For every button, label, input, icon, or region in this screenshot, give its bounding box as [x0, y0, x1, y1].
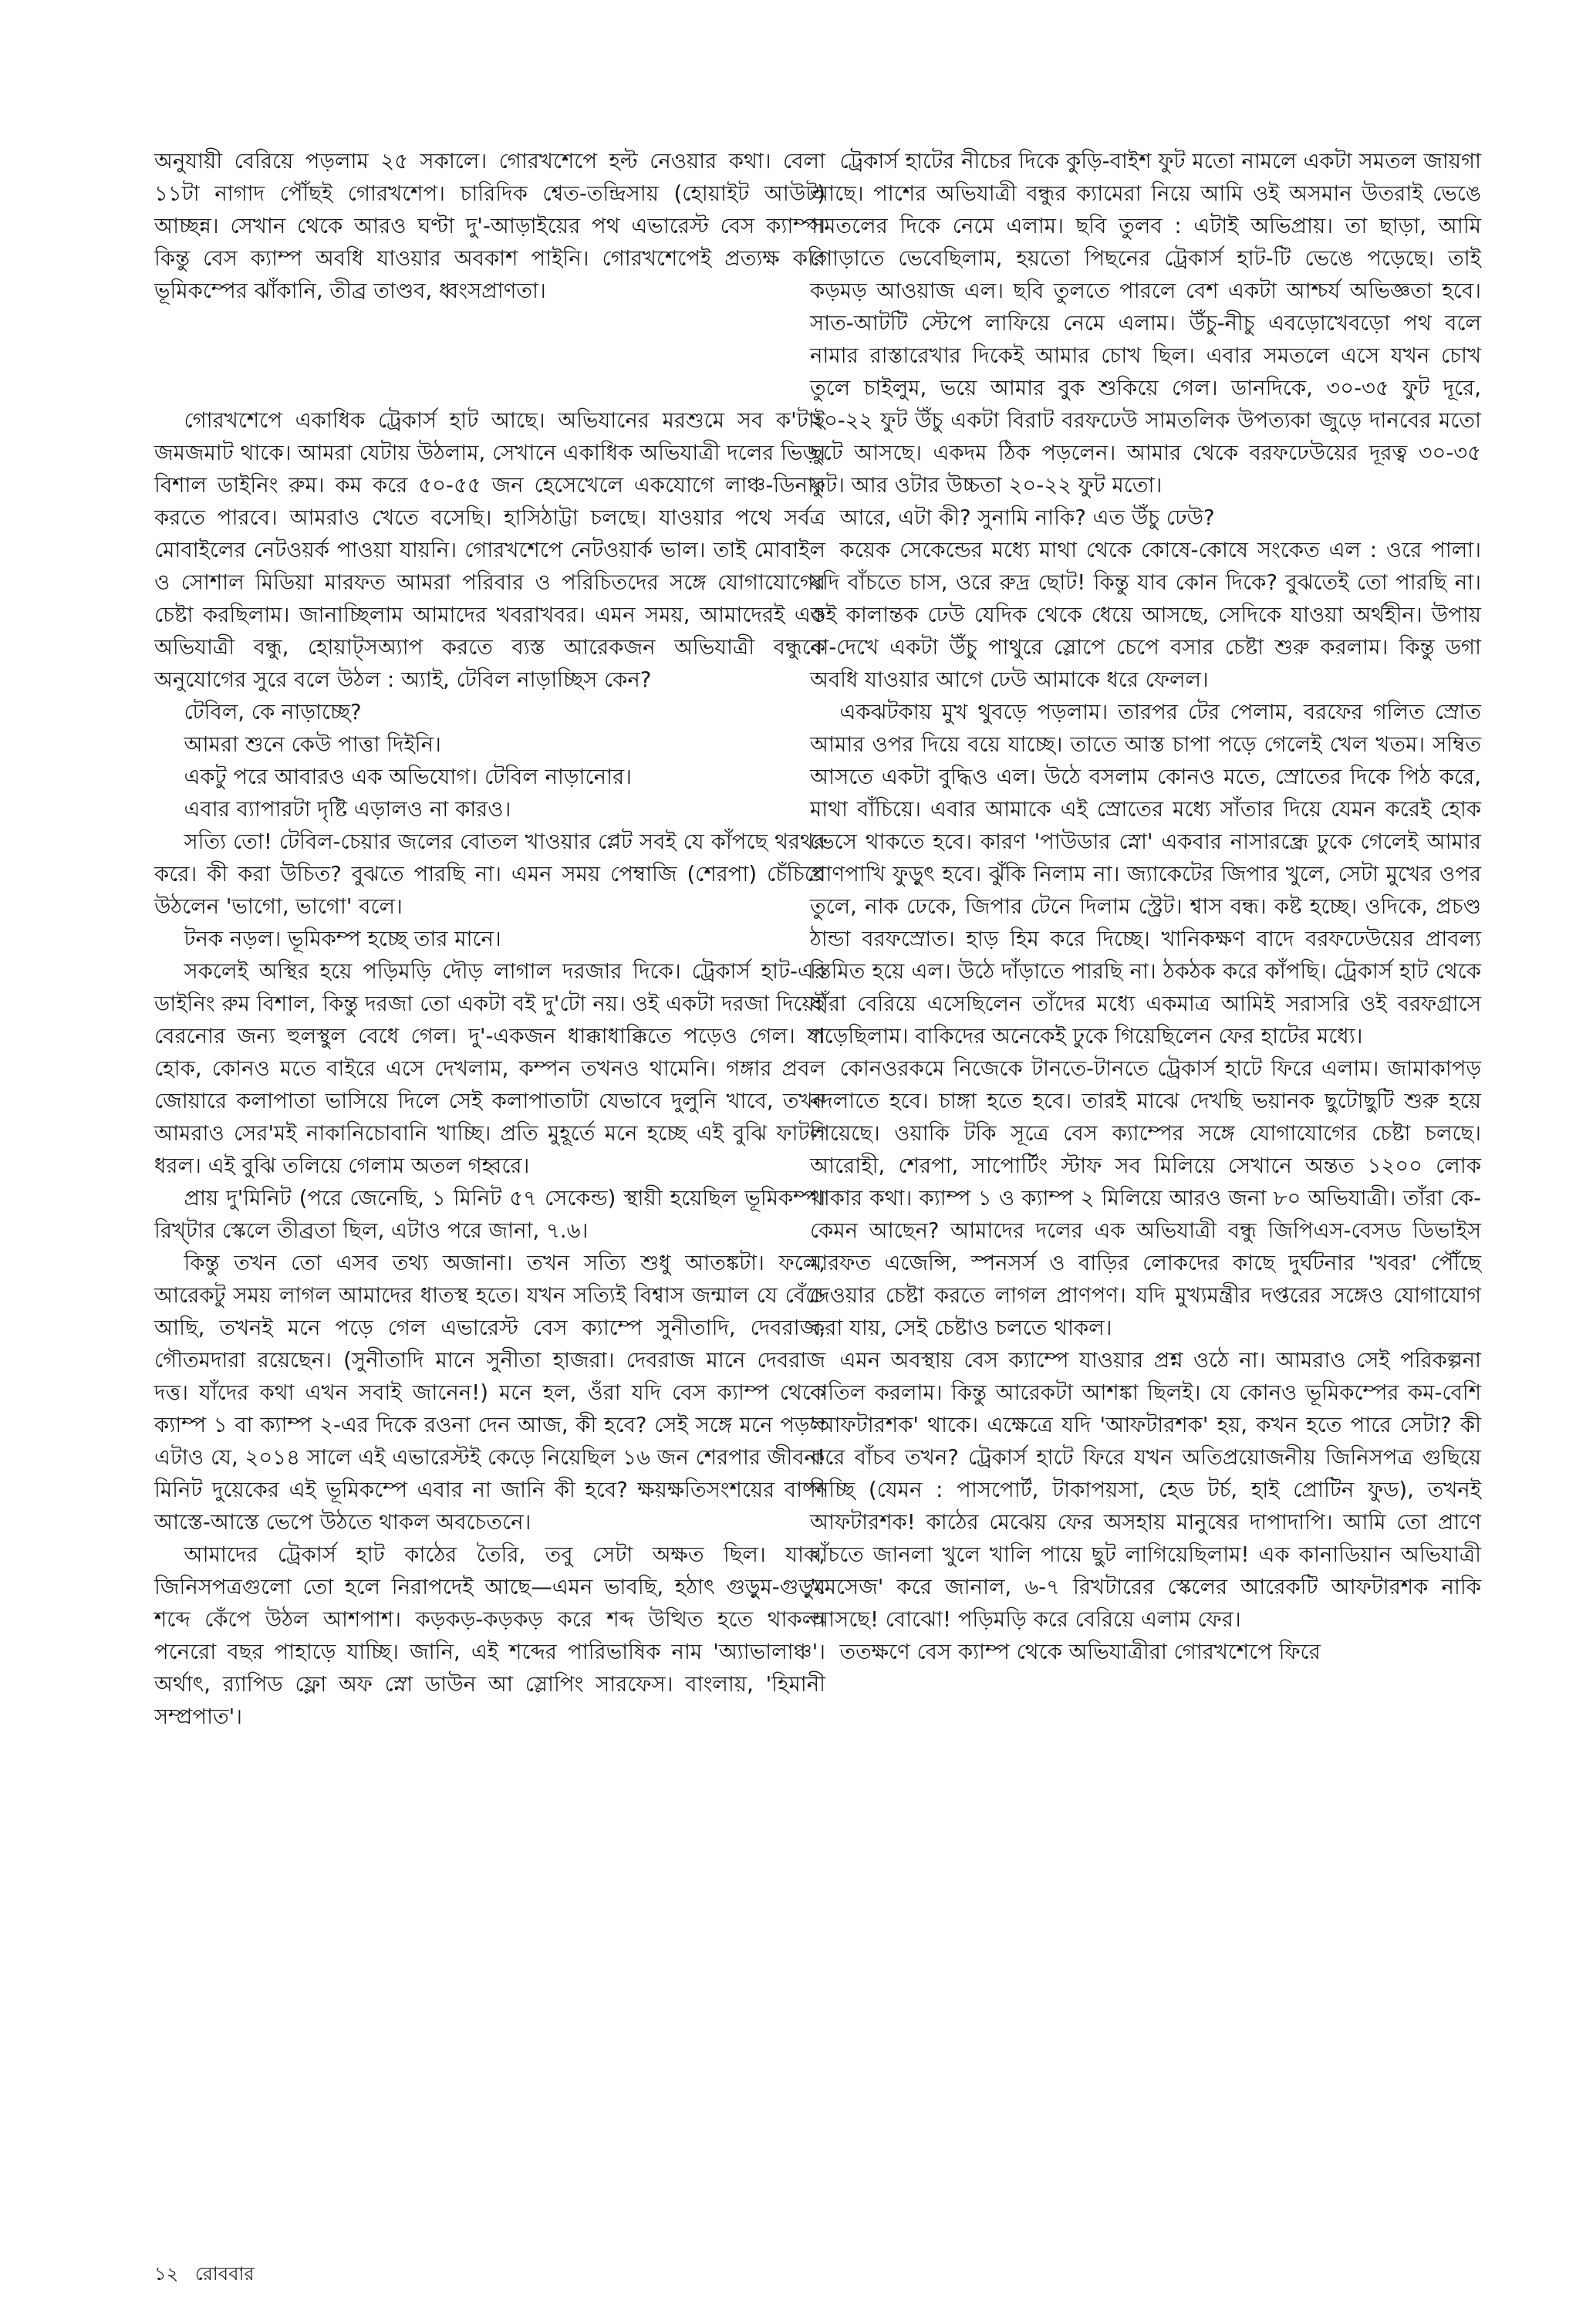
paragraph: এমন অবস্থায় বেস ক্যাম্পে যাওয়ার প্রশ্ন ওঠে না। আমরাও সেই পরিকল্পনা বাতিল করলাম। কিন্তু আরেকটা আশঙ্কা ছিলই। যে কোনও ভূমিকম্পের কম-বেশি 'আফটারশক' থাকে। এক্ষেত্রে যদি 'আফটারশক' হয়, কখন হতে পারে সেটা? কী করে বাঁচব তখন? ট্রেকার্স হাটে ফিরে যখন অতিপ্রয়োজনীয় জিনিসপত্র গুছিয়ে নিচ্ছি (যেমন : পাসপোর্ট, টাকাপয়সা, হেড টর্চ, হাই প্রোটিন ফুড), তখনই আফটারশক! কাঠের মেঝেয় ফের অসহায় মানুষের দাপাদাপি। আমি তো প্রাণে বাঁচতে জানলা খুলে খালি পায়ে ছুট লাগিয়েছিলাম! এক কানাডিয়ান অভিযাত্রী 'মেসেজ' করে জানাল, ৬-৭ রিখটারের স্কেলের আরেকটি আফটারশক নাকি আসছে! বোঝো! পড়িমড়ি করে বেরিয়ে এলাম ফের। — [810, 1348, 1481, 1632]
paragraph: আমাদের ট্রেকার্স হাট কাঠের তৈরি, তবু সেটা অক্ষত ছিল। যাক, জিনিসপত্রগুলো তো হলে নিরাপদেই আছে—এমন ভাবছি, হঠাৎ গুড়ুম-গুড়ুম শব্দে কেঁপে উঠল আশপাশ। কড়কড়-কড়কড় করে শব্দ উত্থিত হতে থাকল। পনেরো বছর পাহাড়ে যাচ্ছি। জানি, এই শব্দের পারিভাষিক নাম 'অ্যাভালাঞ্চ'। অর্থাৎ, র‍্যাপিড ফ্লো অফ স্নো ডাউন আ স্লোপিং সারফেস। বাংলায়, 'হিমানী সম্প্রপাত'। — [154, 1542, 825, 1729]
paragraph: আরে, এটা কী? সুনামি নাকি? এত উঁচু ঢেউ? — [839, 505, 1215, 530]
publication-name: রোববার — [194, 2263, 255, 2285]
paragraph: গোরখশেপে একাধিক ট্রেকার্স হাট আছে। অভিযানের মরশুমে সব ক'টাই জমজমাট থাকে। আমরা যেটায় উঠলাম, সেখানে একাধিক অভিযাত্রী দলের ভিড়। বিশাল ডাইনিং রুম। কম করে ৫০-৫৫ জন হেসেখেলে একযোগে লাঞ্চ-ডিনার করতে পারবে। আমরাও খেতে বসেছি। হাসিঠাট্টা চলছে। যাওয়ার পথে সর্বত্র মোবাইলের নেটওয়র্ক পাওয়া যায়নি। গোরখশেপে নেটওয়ার্ক ভাল। তাই মোবাইল ও সোশাল মিডিয়া মারফত আমরা পরিবার ও পরিচিতদের সঙ্গে যোগাযোগের চেষ্টা করছিলাম। জানাচ্ছিলাম আমাদের খবরাখবর। এমন সময়, আমাদেরই এক অভিযাত্রী বন্ধু, হোয়াট্‌সঅ্যাপ করতে ব্যস্ত আরেকজন অভিযাত্রী বন্ধুকে অনুযোগের সুরে বলে উঠল : অ্যাই, টেবিল নাড়াচ্ছিস কেন? — [154, 408, 825, 692]
section-gap — [154, 307, 825, 404]
paragraph: কিন্তু তখন তো এসব তথ্য অজানা। তখন সত্যি শুধু আতঙ্কটা। ফলে, আরেকটু সময় লাগল আমাদের ধাতস্থ হতে। যখন সত্যিই বিশ্বাস জন্মাল যে বেঁচে আছি, তখনই মনে পড়ে গেল এভারেস্ট বেস ক্যাম্পে সুনীতাদি, দেবরাজ, গৌতমদারা রয়েছেন। (সুনীতাদি মানে সুনীতা হাজরা। দেবরাজ মানে দেবরাজ দত্ত। যাঁদের কথা এখন সবাই জানেন!) মনে হল, ওঁরা যদি বেস ক্যাম্প থেকে ক্যাম্প ১ বা ক্যাম্প ২-এর দিকে রওনা দেন আজ, কী হবে? সেই সঙ্গে মনে পড়ল এটাও যে, ২০১৪ সালে এই এভারেস্টই কেড়ে নিয়েছিল ১৬ জন শেরপার জীবন! মিনিট দুয়েকের এই ভূমিকম্পে এবার না জানি কী হবে? ক্ষয়ক্ষতিসংশয়ের বাষ্প আস্তে-আস্তে ভেপে উঠতে থাকল অবচেতনে। — [154, 1251, 825, 1535]
paragraph: টনক নড়ল। ভূমিকম্প হচ্ছে তার মানে। — [184, 927, 501, 951]
paragraph: সকলেই অস্থির হয়ে পড়িমড়ি দৌড় লাগাল দরজার দিকে। ট্রেকার্স হাট-এর ডাইনিং রুম বিশাল, কিন্তু দরজা তো একটা বই দু'টো নয়। ওই একটা দরজা দিয়েই বেরনোর জন্য হুলস্থুল বেধে গেল। দু'-একজন ধাক্কাধাক্কিতে পড়েও গেল। যা হোক, কোনও মতে বাইরে এসে দেখলাম, কম্পন তখনও থামেনি। গঙ্গার প্রবল জোয়ারে কলাপাতা ভাসিয়ে দিলে সেই কলাপাতাটা যেভাবে দুলুনি খাবে, তখন আমরাও সের'মই নাকানিচোবানি খাচ্ছি। প্রতি মুহূর্তে মনে হচ্ছে এই বুঝি ফাটল ধরল। এই বুঝি তলিয়ে গেলাম অতল গহ্বরে। — [154, 959, 825, 1178]
left-column — [154, 145, 825, 1733]
paragraph: ট্রেকার্স হাটের নীচের দিকে কুড়ি-বাইশ ফুট মতো নামলে একটা সমতল জায়গা আছে। পাশের অভিযাত্রী বন্ধুর ক্যামেরা নিয়ে আমি ওই অসমান উতরাই ভেঙে সমতলের দিকে নেমে এলাম। ছবি তুলব : এটাই অভিপ্রায়। তা ছাড়া, আমি গোড়াতে ভেবেছিলাম, হয়তো পিছনের ট্রেকার্স হাট-টি ভেঙে পড়েছে। তাই কড়মড় আওয়াজ এল। ছবি তুলতে পারলে বেশ একটা আশ্চর্য অভিজ্ঞতা হবে। সাত-আটটি স্টেপে লাফিয়ে নেমে এলাম। উঁচু-নীচু এবড়োখেবড়ো পথ বলে নামার রাস্তারেখার দিকেই আমার চোখ ছিল। এবার সমতলে এসে যখন চোখ তুলে চাইলুম, ভয়ে আমার বুক শুকিয়ে গেল। ডানদিকে, ৩০-৩৫ ফুট দূরে, ২০-২২ ফুট উঁচু একটা বিরাট বরফঢেউ সামতলিক উপত্যকা জুড়ে দানবের মতো ছুটে আসছে। একদম ঠিক পড়লেন। আমার থেকে বরফঢেউয়ের দূরত্ব ৩০-৩৫ ফুট। আর ওটার উচ্চতা ২০-২২ ফুট মতো। — [810, 149, 1481, 498]
paragraph: কয়েক সেকেন্ডের মধ্যে মাথা থেকে কোষে-কোষে সংকেত এল : ওরে পালা। যদি বাঁচতে চাস, ওরে রুদ্র ছোট! কিন্তু যাব কোন দিকে? বুঝতেই তো পারছি না। ওই কালান্তক ঢেউ যেদিক থেকে ধেয়ে আসছে, সেদিকে যাওয়া অর্থহীন। উপায় না-দেখে একটা উঁচু পাথুরে স্লোপে চেপে বসার চেষ্টা শুরু করলাম। কিন্তু ডগা অবধি যাওয়ার আগে ঢেউ আমাকে ধরে ফেলল। — [810, 538, 1481, 692]
paragraph: সত্যি তো! টেবিল-চেয়ার জলের বোতল খাওয়ার প্লেট সবই যে কাঁপছে থরথর করে। কী করা উচিত? বুঝতে পারছি না। এমন সময় পেম্বাজি (শেরপা) চেঁচিয়ে উঠলেন 'ভাগো, ভাগো' বলে। — [154, 829, 825, 919]
paragraph: অনুযায়ী বেরিয়ে পড়লাম ২৫ সকালে। গোরখশেপে হল্ট নেওয়ার কথা। বেলা ১১টা নাগাদ পৌঁছই গোরখশেপ। চারিদিক শ্বেত-তন্দ্রিসায় (হোয়াইট আউট) আচ্ছন্ন। সেখান থেকে আরও ঘণ্টা দু'-আড়াইয়ের পথ এভারেস্ট বেস ক্যাম্প। কিন্তু বেস ক্যাম্প অবধি যাওয়ার অবকাশ পাইনি। গোরখশেপেই প্রত্যক্ষ করি ভূমিকম্পের ঝাঁকানি, তীব্র তাণ্ডব, ধ্বংসপ্রাণতা। — [154, 149, 825, 303]
page-footer — [154, 2262, 265, 2285]
paragraph: এবার ব্যাপারটা দৃষ্টি এড়ালও না কারও। — [184, 797, 511, 822]
page-number: ১২ — [154, 2263, 179, 2285]
right-column — [810, 145, 1481, 1668]
paragraph: ততক্ষণে বেস ক্যাম্প থেকে অভিযাত্রীরা গোরখশেপে ফিরে — [839, 1640, 1321, 1664]
paragraph: কোনওরকমে নিজেকে টানতে-টানতে ট্রেকার্স হাটে ফিরে এলাম। জামাকাপড় বদলাতে হবে। চাঙ্গা হতে হবে। তারই মাঝে দেখছি ভয়ানক ছুটোছুটি শুরু হয়ে গিয়েছে। ওয়াকি টকি সূত্রে বেস ক্যাম্পের সঙ্গে যোগাযোগের চেষ্টা চলছে। আরোহী, শেরপা, সাপোর্টিং স্টাফ সব মিলিয়ে সেখানে অন্তত ১২০০ লোক থাকার কথা। ক্যাম্প ১ ও ক্যাম্প ২ মিলিয়ে আরও জনা ৮০ অভিযাত্রী। তাঁরা কে-কেমন আছেন? আমাদের দলের এক অভিযাত্রী বন্ধু জিপিএস-বেসড ডিভাইস মারফত এজেন্সি, স্পনসর্স ও বাড়ির লোকদের কাছে দুর্ঘটনার 'খবর' পৌঁছে দেওয়ার চেষ্টা করতে লাগল প্রাণপণ। যদি মুখ্যমন্ত্রীর দপ্তরের সঙ্গেও যোগাযোগ করা যায়, সেই চেষ্টাও চলতে থাকল। — [810, 1056, 1481, 1340]
paragraph: টেবিল, কে নাড়াচ্ছে? — [184, 700, 362, 725]
paragraph: আমরা শুনে কেউ পাত্তা দিইনি। — [184, 732, 441, 757]
paragraph: প্রায় দু'মিনিট (পরে জেনেছি, ১ মিনিট ৫৭ সেকেন্ড) স্থায়ী হয়েছিল ভূমিকম্প। রিখ্‌টার স্কেলে তীব্রতা ছিল, এটাও পরে জানা, ৭.৬। — [154, 1186, 825, 1243]
paragraph: একটু পরে আবারও এক অভিযোগ। টেবিল নাড়ানোর। — [184, 765, 632, 789]
paragraph: একঝটকায় মুখ থুবড়ে পড়লাম। তারপর টের পেলাম, বরফের গলিত স্রোত আমার ওপর দিয়ে বয়ে যাচ্ছে। তাতে আস্ত চাপা পড়ে গেলেই খেল খতম। সম্বিত আসতে একটা বুদ্ধিও এল। উঠে বসলাম কোনও মতে, স্রোতের দিকে পিঠ করে, মাথা বাঁচিয়ে। এবার আমাকে এই স্রোতের মধ্যে সাঁতার দিয়ে যেমন করেই হোক ভেসে থাকতে হবে। কারণ 'পাউডার স্নো' একবার নাসারন্ধ্রে ঢুকে গেলেই আমার প্রাণপাখি ফুড়ুৎ হবে। ঝুঁকি নিলাম না। জ্যাকেটের জিপার খুলে, সেটা মুখের ওপর তুলে, নাক ঢেকে, জিপার টেনে দিলাম স্ট্রেট। শ্বাস বন্ধ। কষ্ট হচ্ছে। ওদিকে, প্রচণ্ড ঠান্ডা বরফস্রোত। হাড় হিম করে দিচ্ছে। খানিকক্ষণ বাদে বরফঢেউয়ের প্রাবল্য স্তিমিত হয়ে এল। উঠে দাঁড়াতে পারছি না। ঠকঠক করে কাঁপছি। ট্রেকার্স হাট থেকে যাঁরা বেরিয়ে এসেছিলেন তাঁদের মধ্যে একমাত্র আমিই সরাসরি ওই বরফগ্রাসে পড়েছিলাম। বাকিদের অনেকেই ঢুকে গিয়েছিলেন ফের হাটের মধ্যে। — [810, 700, 1481, 1049]
